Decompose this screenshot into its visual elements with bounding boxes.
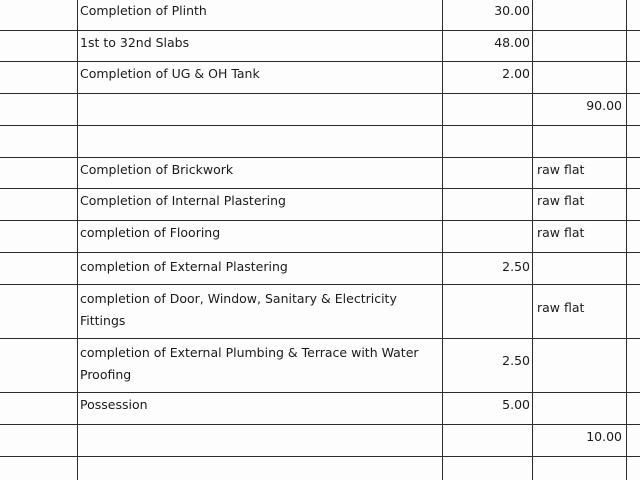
row-divider xyxy=(0,157,640,158)
row-divider xyxy=(0,338,640,339)
column-divider xyxy=(77,0,78,480)
subtotal-value: 90.00 xyxy=(586,98,622,113)
row-amount: 2.50 xyxy=(502,353,530,368)
row-description: Possession xyxy=(80,397,148,412)
row-divider xyxy=(0,188,640,189)
row-divider xyxy=(0,220,640,221)
row-description: completion of Door, Window, Sanitary & Electricity Fittings xyxy=(80,291,397,328)
column-divider xyxy=(532,0,533,480)
row-divider xyxy=(0,30,640,31)
row-note: raw flat xyxy=(537,225,585,240)
row-amount: 30.00 xyxy=(494,3,530,18)
row-divider xyxy=(0,392,640,393)
row-divider xyxy=(0,424,640,425)
subtotal-value: 10.00 xyxy=(586,429,622,444)
row-description: Completion of Internal Plastering xyxy=(80,193,286,208)
row-amount: 48.00 xyxy=(494,35,530,50)
row-note: raw flat xyxy=(537,162,585,177)
row-description: completion of External Plastering xyxy=(80,259,288,274)
row-divider xyxy=(0,125,640,126)
row-amount: 2.50 xyxy=(502,259,530,274)
row-description: Completion of Brickwork xyxy=(80,162,234,177)
row-divider xyxy=(0,456,640,457)
row-note: raw flat xyxy=(537,300,585,315)
row-description: completion of External Plumbing & Terrace with Water Proofing xyxy=(80,345,419,382)
row-divider xyxy=(0,252,640,253)
column-divider xyxy=(442,0,443,480)
row-divider xyxy=(0,93,640,94)
row-description: Completion of UG & OH Tank xyxy=(80,66,260,81)
row-divider xyxy=(0,284,640,285)
row-divider xyxy=(0,61,640,62)
row-amount: 5.00 xyxy=(502,397,530,412)
row-description: Completion of Plinth xyxy=(80,3,207,18)
row-description: 1st to 32nd Slabs xyxy=(80,35,190,50)
row-description: completion of Flooring xyxy=(80,225,221,240)
row-note: raw flat xyxy=(537,193,585,208)
row-amount: 2.00 xyxy=(502,66,530,81)
